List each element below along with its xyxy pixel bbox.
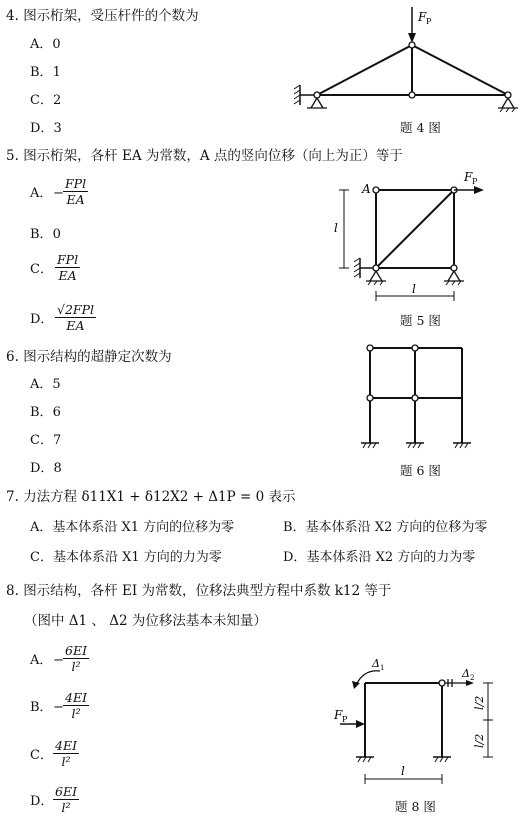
svg-text:P: P <box>472 177 478 186</box>
q8-frame-figure <box>320 655 520 795</box>
q5-option-d-letter[interactable]: D． <box>30 312 54 327</box>
q8-option-c-letter[interactable]: C． <box>30 748 53 763</box>
q6-option-b[interactable]: B．6 <box>30 405 61 420</box>
q7-option-a[interactable]: A．基本体系沿 X1 方向的位移为零 <box>30 520 235 535</box>
svg-text:Δ: Δ <box>462 667 470 680</box>
numerator: 4EI <box>65 690 88 705</box>
q6-option-c[interactable]: C．7 <box>30 433 62 448</box>
q8-option-d-fraction[interactable] <box>53 784 79 815</box>
denominator: l² <box>71 706 81 721</box>
q8-option-b-sign: − <box>53 700 64 715</box>
q8-option-d-letter[interactable]: D． <box>30 794 54 809</box>
svg-text:l/2: l/2 <box>473 695 486 710</box>
q5-stem: 5. 图示桁架，各杆 EA 为常数，A 点的竖向位移（向上为正）等于 <box>6 148 403 164</box>
q8-figure-caption: 题 8 图 <box>395 799 436 814</box>
numerator: 6EI <box>65 643 88 658</box>
denominator: l² <box>61 800 71 815</box>
point-a-label: A <box>362 182 371 196</box>
q8-option-a-fraction[interactable] <box>63 643 89 674</box>
svg-text:l: l <box>334 221 338 235</box>
q6-frame-figure <box>355 340 480 455</box>
numerator: 6EI <box>55 784 78 799</box>
numerator: FPl <box>65 176 87 191</box>
q8-option-b-letter[interactable]: B． <box>30 700 53 715</box>
denominator: EA <box>58 268 77 283</box>
q8-option-b-fraction[interactable] <box>63 690 89 721</box>
numerator: FPl <box>57 252 79 267</box>
q5-option-d-fraction[interactable] <box>55 302 96 333</box>
denominator: l² <box>61 754 71 769</box>
q5-option-a-sign: − <box>53 186 64 201</box>
svg-text:l: l <box>412 282 416 296</box>
svg-text:F: F <box>334 708 343 722</box>
q7-option-d[interactable]: D．基本体系沿 X2 方向的力为零 <box>283 550 476 565</box>
svg-text:P: P <box>342 715 348 724</box>
q4-truss-figure <box>290 5 520 115</box>
q6-figure-caption: 题 6 图 <box>400 463 441 478</box>
q4-figure-caption: 题 4 图 <box>400 120 441 135</box>
svg-text:1: 1 <box>380 664 385 672</box>
q5-option-c-fraction[interactable] <box>55 252 80 283</box>
q8-option-a-sign: − <box>53 653 64 668</box>
q5-truss-figure <box>328 170 488 310</box>
svg-text:2: 2 <box>470 674 475 682</box>
q5-option-b[interactable]: B．0 <box>30 227 61 242</box>
q4-stem: 4. 图示桁架，受压杆件的个数为 <box>6 8 199 24</box>
q7-option-c[interactable]: C．基本体系沿 X1 方向的力为零 <box>30 550 222 565</box>
q7-stem: 7. 力法方程 δ11X1 + δ12X2 + Δ1P = 0 表示 <box>6 489 296 505</box>
numerator: 4EI <box>55 738 78 753</box>
q6-option-a[interactable]: A．5 <box>30 377 61 392</box>
svg-text:Δ: Δ <box>372 657 380 670</box>
q6-option-d[interactable]: D．8 <box>30 461 62 476</box>
q4-option-c[interactable]: C．2 <box>30 93 62 108</box>
svg-text:F: F <box>418 10 427 24</box>
q4-option-a[interactable]: A．0 <box>30 37 61 52</box>
q4-option-d[interactable]: D．3 <box>30 121 62 136</box>
svg-text:l: l <box>401 764 405 778</box>
q6-stem: 6. 图示结构的超静定次数为 <box>6 349 172 365</box>
q8-stem: 8. 图示结构，各杆 EI 为常数，位移法典型方程中系数 k12 等于 <box>6 583 392 599</box>
q8-option-a-letter[interactable]: A． <box>30 653 53 668</box>
q5-option-c-letter[interactable]: C． <box>30 262 53 277</box>
denominator: l² <box>71 659 81 674</box>
svg-text:l/2: l/2 <box>473 733 486 748</box>
q8-note: （图中 Δ1 、 Δ2 为位移法基本未知量） <box>24 613 267 629</box>
numerator: √2FPl <box>57 302 94 317</box>
denominator: EA <box>66 318 85 333</box>
denominator: EA <box>66 192 85 207</box>
q7-option-b[interactable]: B．基本体系沿 X2 方向的位移为零 <box>283 520 488 535</box>
q5-option-a-letter[interactable]: A． <box>30 186 53 201</box>
svg-text:F: F <box>464 170 473 184</box>
q5-option-a-fraction[interactable] <box>63 176 88 207</box>
svg-text:P: P <box>426 17 432 26</box>
q4-option-b[interactable]: B．1 <box>30 65 61 80</box>
q5-figure-caption: 题 5 图 <box>400 313 441 328</box>
q8-option-c-fraction[interactable] <box>53 738 79 769</box>
